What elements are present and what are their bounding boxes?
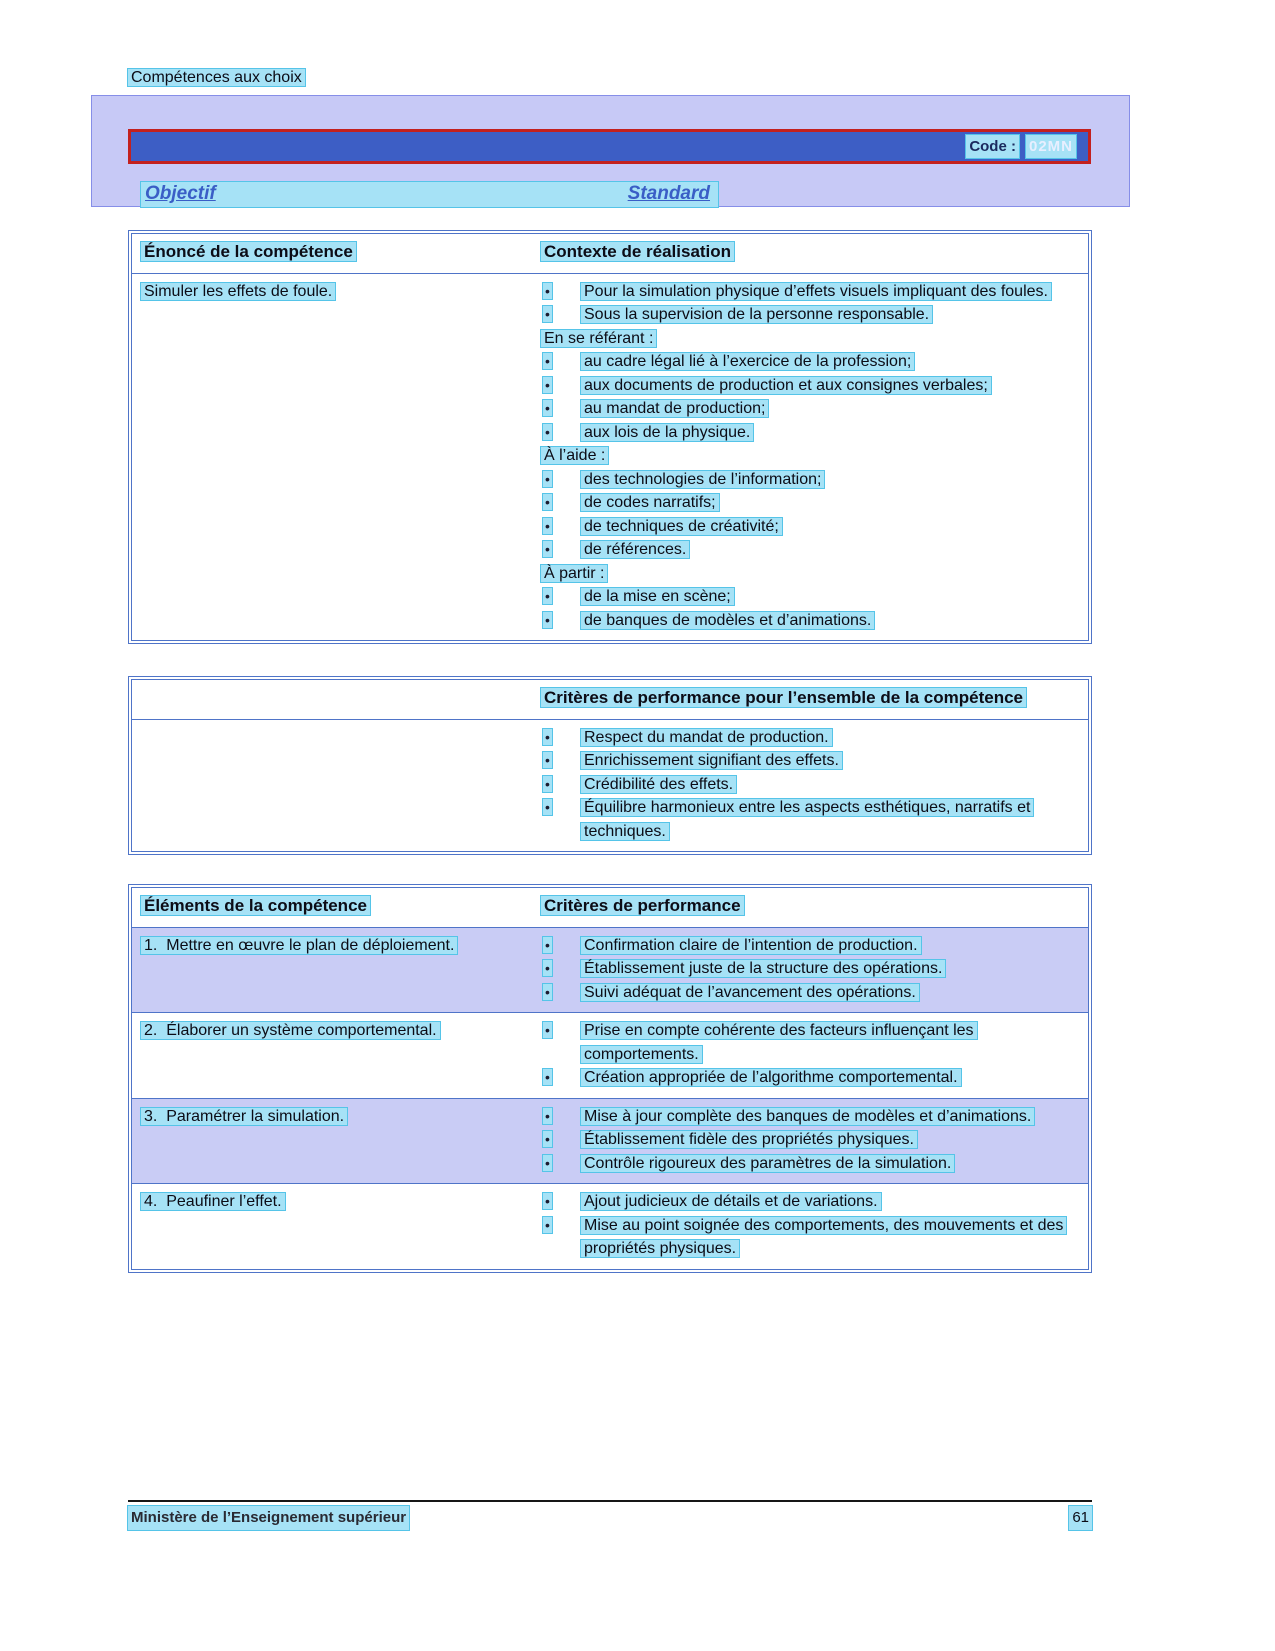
elements-table bbox=[128, 884, 1092, 1273]
intro-line bbox=[541, 327, 1080, 351]
bullet-icon: • bbox=[545, 541, 550, 557]
title-banner bbox=[128, 129, 1091, 164]
code-value: 02MN bbox=[1026, 135, 1076, 159]
criteres-ensemble-header-row bbox=[132, 680, 1088, 719]
bullet-list-item bbox=[541, 934, 1080, 958]
header-cell-contexte bbox=[537, 234, 1088, 273]
bullet-icon: • bbox=[545, 353, 550, 369]
element-4-text: 4. Peaufiner l’effet. bbox=[141, 1193, 285, 1210]
element-1-criteria-cell bbox=[537, 928, 1088, 1013]
element-1-cell bbox=[132, 928, 537, 1013]
bullet-list-item bbox=[541, 491, 1080, 515]
bullet-icon: • bbox=[545, 1022, 550, 1038]
bullet-list-item bbox=[541, 515, 1080, 539]
competence-table-body-row bbox=[132, 273, 1088, 641]
bullet-list-item bbox=[541, 397, 1080, 421]
item-text: de banques de modèles et d’animations. bbox=[581, 612, 874, 629]
title-panel bbox=[91, 95, 1130, 207]
item-text: de codes narratifs; bbox=[581, 494, 719, 511]
item-text-wrap bbox=[581, 609, 1080, 633]
bullet-list-item bbox=[541, 350, 1080, 374]
criteres-ensemble-table bbox=[128, 676, 1092, 855]
element-2-text: 2. Élaborer un système comportemental. bbox=[141, 1022, 440, 1039]
bullet-list-item bbox=[541, 796, 1080, 843]
bullet-icon: • bbox=[545, 1154, 550, 1171]
bullet-list-item bbox=[541, 1105, 1080, 1129]
element-3-criteria-cell bbox=[537, 1099, 1088, 1184]
item-text-wrap bbox=[581, 1066, 1080, 1090]
element-row-1 bbox=[132, 927, 1088, 1013]
element-3-text: 3. Paramétrer la simulation. bbox=[141, 1108, 347, 1125]
criteres-ensemble-header-text: Critères de performance pour l’ensemble de la compétence bbox=[541, 688, 1026, 707]
item-text: Établissement fidèle des propriétés physiques. bbox=[581, 1131, 917, 1148]
bullet-list-item bbox=[541, 538, 1080, 562]
item-text-wrap bbox=[581, 280, 1080, 304]
element-3-cell bbox=[132, 1099, 537, 1184]
bullet-icon: • bbox=[545, 1107, 550, 1124]
bullet-icon: • bbox=[545, 960, 550, 976]
element-1-text: 1. Mettre en œuvre le plan de déploiement. bbox=[141, 937, 457, 954]
criteres-ensemble-table-inner bbox=[131, 679, 1089, 852]
item-text-wrap bbox=[581, 1190, 1080, 1214]
bullet-list-item bbox=[541, 303, 1080, 327]
item-text-wrap bbox=[581, 397, 1080, 421]
item-text: Mise au point soignée des comportements, des mouvements et des propriétés physiques. bbox=[581, 1217, 1066, 1258]
bullet-icon: • bbox=[545, 752, 550, 768]
element-4-criteria-cell bbox=[537, 1184, 1088, 1269]
bullet-icon: • bbox=[545, 282, 550, 299]
bullet-icon: • bbox=[545, 936, 550, 953]
item-text: Crédibilité des effets. bbox=[581, 776, 736, 793]
element-2-label bbox=[141, 1019, 511, 1043]
empty-cell bbox=[132, 720, 537, 852]
footer-ministry-text: Ministère de l’Enseignement supérieur bbox=[128, 1506, 409, 1530]
bullet-icon: • bbox=[545, 1069, 550, 1085]
bullet-list-item bbox=[541, 421, 1080, 445]
element-3-label bbox=[141, 1105, 511, 1129]
elements-table-inner bbox=[131, 887, 1089, 1270]
item-text: au mandat de production; bbox=[581, 400, 768, 417]
criteres-ensemble-list-cell bbox=[537, 720, 1088, 852]
item-text-wrap bbox=[581, 585, 1080, 609]
bullet-list-item bbox=[541, 1066, 1080, 1090]
header-contexte-text: Contexte de réalisation bbox=[541, 242, 734, 261]
item-text-wrap bbox=[581, 1105, 1080, 1129]
item-text-wrap bbox=[541, 444, 1080, 468]
top-label-text: Compétences aux choix bbox=[128, 69, 305, 86]
competence-table bbox=[128, 230, 1092, 644]
item-text-wrap bbox=[581, 934, 1080, 958]
bullet-list-item bbox=[541, 1128, 1080, 1152]
item-text-wrap bbox=[581, 1152, 1080, 1176]
item-text-wrap bbox=[581, 1214, 1080, 1261]
bullet-list-item bbox=[541, 374, 1080, 398]
enonce-text: Simuler les effets de foule. bbox=[141, 283, 335, 300]
item-text: Contrôle rigoureux des paramètres de la simulation. bbox=[581, 1155, 954, 1172]
bullet-icon: • bbox=[545, 728, 550, 745]
item-text: Pour la simulation physique d’effets visuels impliquant des foules. bbox=[581, 283, 1051, 300]
bullet-icon: • bbox=[545, 1216, 550, 1233]
bullet-icon: • bbox=[545, 983, 550, 1000]
item-text: des technologies de l’information; bbox=[581, 471, 824, 488]
bullet-icon: • bbox=[545, 1193, 550, 1209]
objectif-heading: Objectif bbox=[145, 183, 216, 204]
bullet-list-item bbox=[541, 726, 1080, 750]
bullet-icon: • bbox=[545, 470, 550, 487]
contexte-cell bbox=[537, 274, 1088, 641]
item-text: Ajout judicieux de détails et de variations. bbox=[581, 1193, 881, 1210]
item-text: aux lois de la physique. bbox=[581, 424, 753, 441]
header-criteres-text: Critères de performance bbox=[541, 896, 744, 915]
empty-cell bbox=[132, 680, 537, 719]
bullet-list-item bbox=[541, 1190, 1080, 1214]
elements-table-header-row bbox=[132, 888, 1088, 927]
bullet-icon: • bbox=[545, 1131, 550, 1147]
code-label: Code : bbox=[966, 135, 1019, 159]
header-elements-text: Éléments de la compétence bbox=[141, 896, 370, 915]
standard-heading: Standard bbox=[627, 183, 710, 204]
element-1-label bbox=[141, 934, 511, 958]
footer-page-number: 61 bbox=[1069, 1506, 1092, 1530]
element-row-4 bbox=[132, 1183, 1088, 1269]
bullet-icon: • bbox=[545, 775, 550, 792]
item-text: aux documents de production et aux consignes verbales; bbox=[581, 377, 991, 394]
item-text: Prise en compte cohérente des facteurs influençant les comportements. bbox=[581, 1022, 977, 1063]
bullet-list-item bbox=[541, 957, 1080, 981]
enonce-cell bbox=[132, 274, 537, 641]
intro-line bbox=[541, 444, 1080, 468]
item-text-wrap bbox=[581, 538, 1080, 562]
header-cell-criteres bbox=[537, 888, 1088, 927]
item-text-wrap bbox=[581, 515, 1080, 539]
item-text: Mise à jour complète des banques de modèles et d’animations. bbox=[581, 1108, 1034, 1125]
item-text: de techniques de créativité; bbox=[581, 518, 782, 535]
bullet-list-item bbox=[541, 1214, 1080, 1261]
bullet-icon: • bbox=[545, 400, 550, 416]
item-text-wrap bbox=[581, 749, 1080, 773]
item-text: au cadre légal lié à l’exercice de la profession; bbox=[581, 353, 914, 370]
item-text: Respect du mandat de production. bbox=[581, 729, 832, 746]
item-text-wrap bbox=[581, 421, 1080, 445]
bullet-list-item bbox=[541, 609, 1080, 633]
bullet-list-item bbox=[541, 1152, 1080, 1176]
item-text-wrap bbox=[581, 1019, 1080, 1066]
bullet-icon: • bbox=[545, 423, 550, 440]
page-header-label bbox=[128, 66, 305, 90]
competence-table-header-row bbox=[132, 234, 1088, 273]
item-text: Sous la supervision de la personne responsable. bbox=[581, 306, 932, 323]
item-text: À l’aide : bbox=[541, 447, 608, 464]
item-text-wrap bbox=[581, 303, 1080, 327]
item-text-wrap bbox=[581, 796, 1080, 843]
bullet-list-item bbox=[541, 749, 1080, 773]
item-text-wrap bbox=[541, 327, 1080, 351]
intro-line bbox=[541, 562, 1080, 586]
bullet-icon: • bbox=[545, 306, 550, 322]
item-text-wrap bbox=[581, 773, 1080, 797]
criteres-ensemble-header-cell bbox=[537, 680, 1088, 719]
item-text: Équilibre harmonieux entre les aspects esthétiques, narratifs et techniques. bbox=[581, 799, 1033, 840]
item-text-wrap bbox=[581, 957, 1080, 981]
item-text: À partir : bbox=[541, 565, 607, 582]
bullet-list-item bbox=[541, 1019, 1080, 1066]
bullet-list-item bbox=[541, 585, 1080, 609]
item-text: Confirmation claire de l’intention de production. bbox=[581, 937, 921, 954]
header-cell-enonce bbox=[132, 234, 537, 273]
item-text-wrap bbox=[541, 562, 1080, 586]
bullet-icon: • bbox=[545, 588, 550, 604]
item-text: Enrichissement signifiant des effets. bbox=[581, 752, 842, 769]
item-text-wrap bbox=[581, 350, 1080, 374]
bullet-icon: • bbox=[545, 517, 550, 534]
item-text: de références. bbox=[581, 541, 689, 558]
item-text: Suivi adéquat de l’avancement des opérations. bbox=[581, 984, 919, 1001]
bullet-list-item bbox=[541, 773, 1080, 797]
item-text-wrap bbox=[581, 491, 1080, 515]
item-text-wrap bbox=[581, 1128, 1080, 1152]
header-enonce-text: Énoncé de la compétence bbox=[141, 242, 356, 261]
header-cell-elements bbox=[132, 888, 537, 927]
element-4-cell bbox=[132, 1184, 537, 1269]
item-text: En se référant : bbox=[541, 330, 656, 347]
element-row-3 bbox=[132, 1098, 1088, 1184]
bullet-icon: • bbox=[545, 376, 550, 393]
element-2-criteria-cell bbox=[537, 1013, 1088, 1098]
item-text-wrap bbox=[581, 981, 1080, 1005]
bullet-icon: • bbox=[545, 611, 550, 628]
element-row-2 bbox=[132, 1012, 1088, 1098]
criteres-ensemble-body-row bbox=[132, 719, 1088, 852]
item-text-wrap bbox=[581, 726, 1080, 750]
page-footer bbox=[128, 1500, 1092, 1530]
item-text-wrap bbox=[581, 374, 1080, 398]
item-text-wrap bbox=[581, 468, 1080, 492]
objectif-standard-bar bbox=[141, 182, 718, 207]
bullet-list-item bbox=[541, 468, 1080, 492]
bullet-list-item bbox=[541, 280, 1080, 304]
objectif-standard-row bbox=[141, 182, 718, 207]
bullet-icon: • bbox=[545, 799, 550, 815]
item-text: Création appropriée de l’algorithme comportemental. bbox=[581, 1069, 961, 1086]
element-4-label bbox=[141, 1190, 511, 1214]
item-text: Établissement juste de la structure des opérations. bbox=[581, 960, 945, 977]
bullet-list-item bbox=[541, 981, 1080, 1005]
element-2-cell bbox=[132, 1013, 537, 1098]
item-text: de la mise en scène; bbox=[581, 588, 734, 605]
bullet-icon: • bbox=[545, 494, 550, 510]
competence-table-inner bbox=[131, 233, 1089, 641]
